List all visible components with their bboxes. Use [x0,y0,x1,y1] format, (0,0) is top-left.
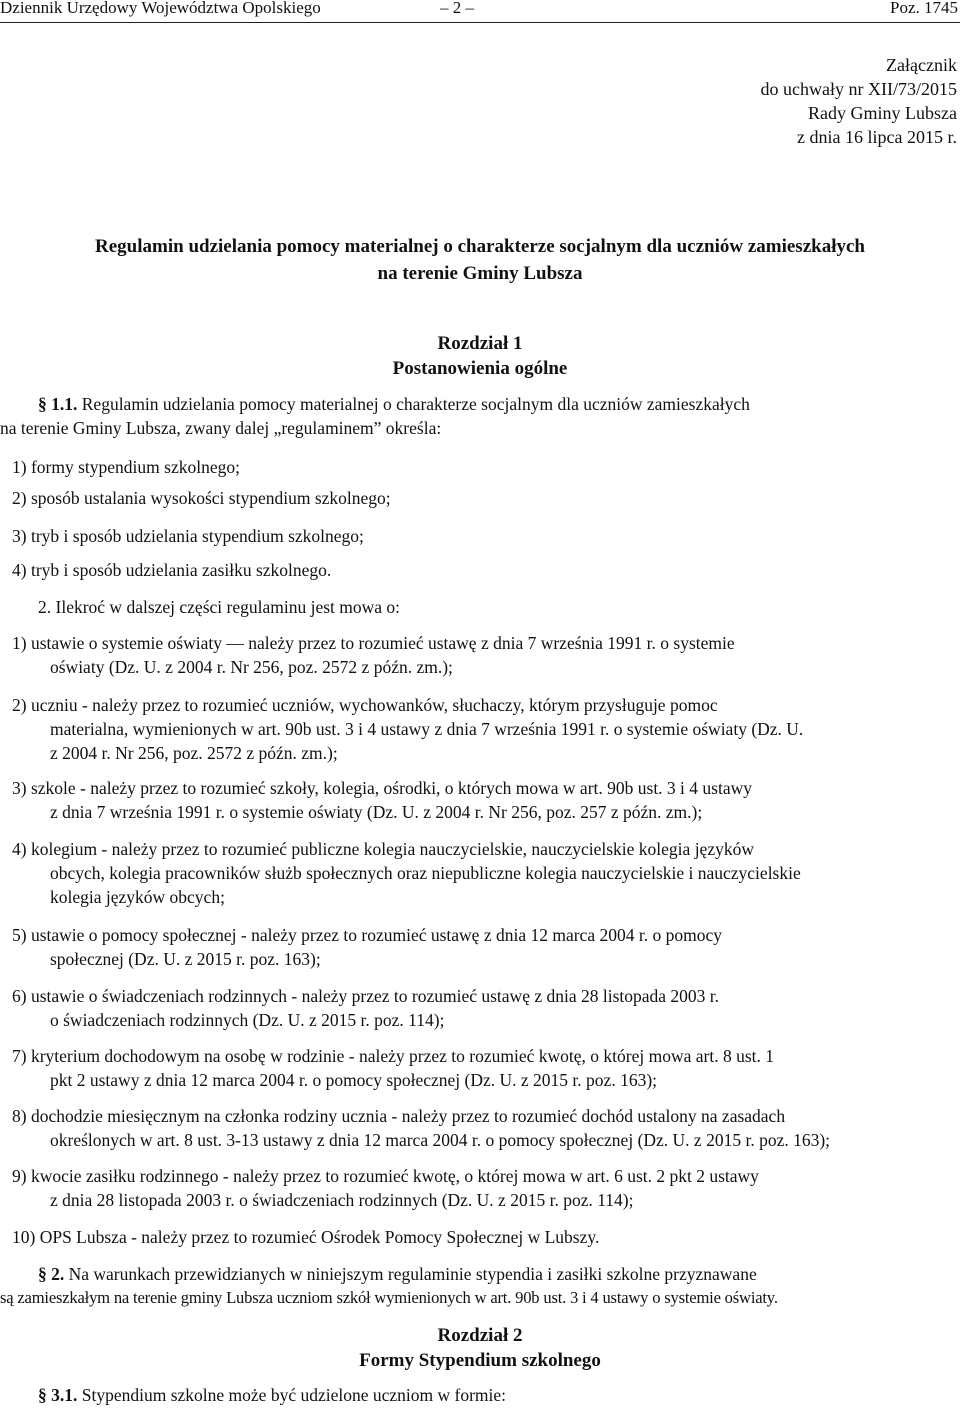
paragraph-2: § 2. Na warunkach przewidzianych w niniejszym regulaminie stypendia i zasiłki szkolne przyznawane są zamieszkałym na terenie gminy Lubsza uczniom szkół wymienionych w art. 90b ust. 3 i 4 ustawy o systemie oświaty. [0,1264,778,1307]
definition-item: 4) kolegium - należy przez to rozumieć publiczne kolegia nauczycielskie, nauczycielskie kolegia języków obcych, kolegia pracowników służb społecznych oraz niepubliczne kolegia nauczycielskie i nauczycielskie kolegia języków obcych; [12,839,801,907]
definition-item: 6) ustawie o świadczeniach rodzinnych - należy przez to rozumieć ustawę z dnia 28 listopada 2003 r. o świadczeniach rodzinnych (Dz. U. z 2015 r. poz. 114); [12,986,720,1030]
definition-item: 3) szkole - należy przez to rozumieć szkoły, kolegia, ośrodki, o których mowa w art. 90b ust. 3 i 4 ustawy z dnia 7 września 1991 r. o systemie oświaty (Dz. U. z 2004 r. Nr 256, poz. 257 z późn. zm.); [12,778,752,822]
list-item: 1) formy stypendium szkolnego; [12,457,240,477]
paragraph-1: § 1.1. Regulamin udzielania pomocy materialnej o charakterze socjalnym dla uczniów zamieszkałych na terenie Gminy Lubsza, zwany dalej „regulaminem” określa: [0,394,750,438]
definition-item: 8) dochodzie miesięcznym na członka rodziny ucznia - należy przez to rozumieć dochód ustalony na zasadach określonych w art. 8 ust. 3-13 ustawy z dnia 12 marca 2004 r. o pomocy społecznej (Dz. U. z 2015 r. poz. 163); [12,1106,831,1150]
page-number: – 2 – [440,0,474,17]
definition-item: 9) kwocie zasiłku rodzinnego - należy przez to rozumieć kwotę, o której mowa w art. 6 ust. 2 pkt 2 ustawy z dnia 28 listopada 2003 r. o świadczeniach rodzinnych (Dz. U. z 2015 r. poz. 114); [12,1166,759,1210]
definition-item: 10) OPS Lubsza - należy przez to rozumieć Ośrodek Pomocy Społecznej w Lubszy. [12,1227,600,1247]
chapter-1-subheading: Postanowienia ogólne [392,358,568,379]
document-title-line2: na terenie Gminy Lubsza [377,263,583,284]
chapter-2-heading: Rozdział 2 [437,1325,523,1346]
chapter-2-subheading: Formy Stypendium szkolnego [359,1350,601,1371]
list-item: 2) sposób ustalania wysokości stypendium szkolnego; [12,488,391,508]
paragraph-1-number: § 1. [38,394,65,414]
paragraph-2-number: § 2. [38,1264,65,1284]
annex-block [761,53,957,149]
journal-name: Dziennik Urzędowy Województwa Opolskiego [0,0,321,17]
list-item: 4) tryb i sposób udzielania zasiłku szkolnego. [12,560,332,580]
annex-council: Rady Gminy Lubsza [808,103,957,123]
paragraph-1-point-2: 2. Ilekroć w dalszej części regulaminu jest mowa o: [38,597,401,617]
paragraph-3-number: § 3. [38,1385,65,1405]
annex-resolution: do uchwały nr XII/73/2015 [760,79,957,99]
list-item: 3) tryb i sposób udzielania stypendium szkolnego; [12,526,364,546]
chapter-1-heading: Rozdział 1 [437,333,523,354]
annex-date: z dnia 16 lipca 2015 r. [797,127,957,147]
definition-item: 2) uczniu - należy przez to rozumieć uczniów, wychowanków, słuchaczy, którym przysługuje pomoc materialna, wymienionych w art. 90b ust. 3 i 4 ustawy z dnia 7 września 1991 r. o systemie oświaty (Dz. U. z 2004 r. Nr 256, poz. 2572 z późn. zm.); [12,695,804,763]
page-header [0,0,960,23]
definition-item: 5) ustawie o pomocy społecznej - należy przez to rozumieć ustawę z dnia 12 marca 2004 r. o pomocy społecznej (Dz. U. z 2015 r. poz. 163); [12,925,722,969]
definition-item: 7) kryterium dochodowym na osobę w rodzinie - należy przez to rozumieć kwotę, o której mowa art. 8 ust. 1 pkt 2 ustawy z dnia 12 marca 2004 r. o pomocy społecznej (Dz. U. z 2015 r. poz. 163); [12,1046,774,1090]
paragraph-1-sub: 1. [64,394,78,414]
definition-item: 1) ustawie o systemie oświaty — należy przez to rozumieć ustawę z dnia 7 września 1991 r. o systemie oświaty (Dz. U. z 2004 r. Nr 256, poz. 2572 z późn. zm.); [12,633,735,677]
position-number: Poz. 1745 [890,0,958,17]
document-title-line1: Regulamin udzielania pomocy materialnej o charakterze socjalnym dla uczniów zamieszkałych [95,236,865,257]
annex-label: Załącznik [886,55,957,75]
paragraph-3: § 3.1. Stypendium szkolne może być udzielone uczniom w formie: [38,1385,507,1405]
